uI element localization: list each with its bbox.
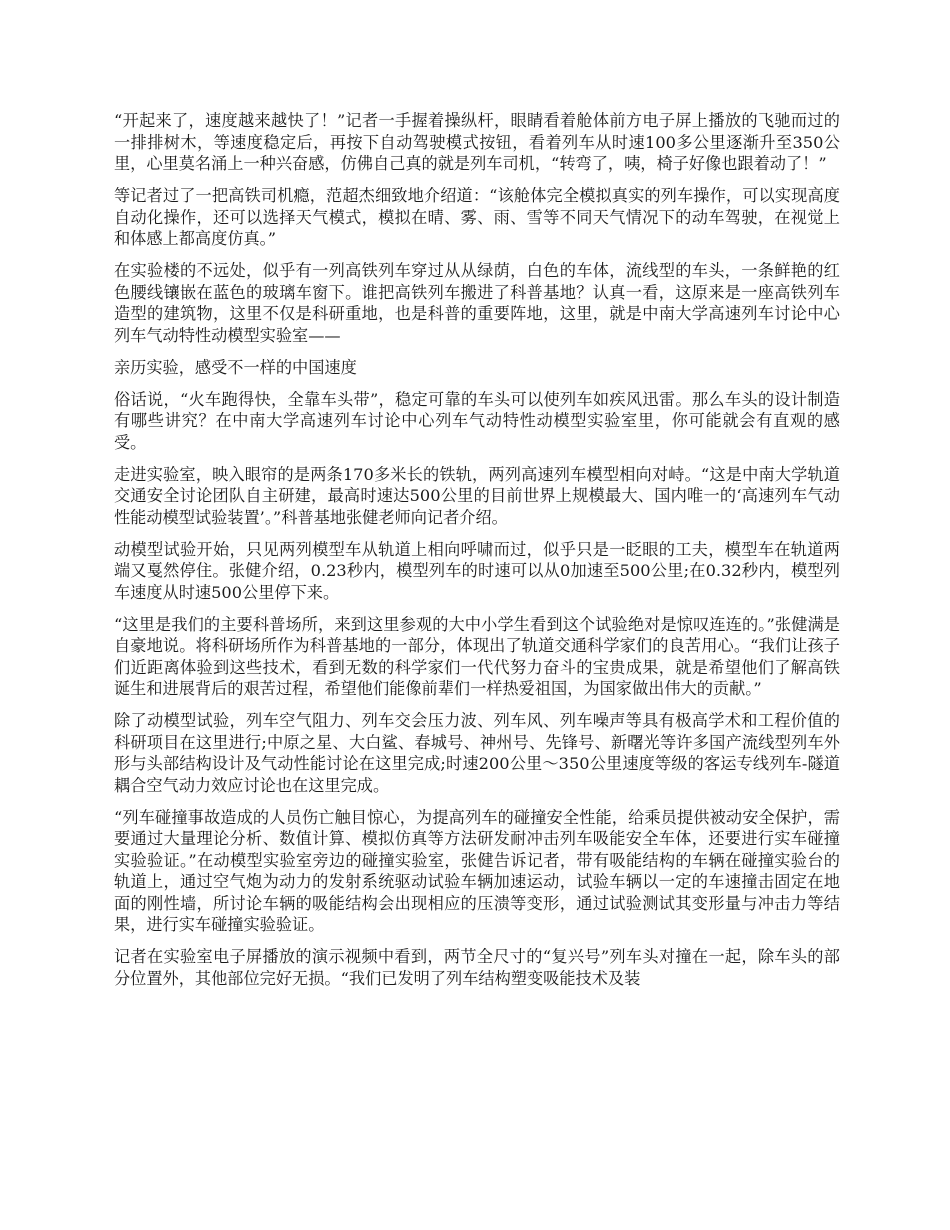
document-body [114,110,840,1000]
paragraph-7: “这里是我们的主要科普场所，来到这里参观的大中小学生看到这个试验绝对是惊叹连连的。”张健满是自豪地说。将科研场所作为科普基地的一部分，体现出了轨道交通科学家们的良苦用心。“我们让孩子们近距离体验到这些技术，看到无数的科学家们一代代努力奋斗的宝贵成果，就是希望他们了解高铁诞生和进展背后的艰苦过程，希望他们能像前辈们一样热爱祖国，为国家做出伟大的贡献。” [114,614,840,698]
paragraph-10: 记者在实验室电子屏播放的演示视频中看到，两节全尺寸的“复兴号”列车头对撞在一起，除车头的部分位置外，其他部位完好无损。“我们已发明了列车结构塑变吸能技术及装 [114,947,840,988]
paragraph-8: 除了动模型试验，列车空气阻力、列车交会压力波、列车风、列车噪声等具有极高学术和工程价值的科研项目在这里进行;中原之星、大白鲨、春城号、神州号、先锋号、新曙光等许多国产流线型列车外形与头部结构设计及气动性能讨论在这里完成;时速200公里～350公里速度等级的客运专线列车-隧道耦合空气动力效应讨论也在这里完成。 [114,711,840,795]
section-heading: 亲历实验，感受不一样的中国速度 [114,357,357,377]
paragraph-2: 等记者过了一把高铁司机瘾，范超杰细致地介绍道：“该舱体完全模拟真实的列车操作，可以实现高度自动化操作，还可以选择天气模式，模拟在晴、雾、雨、雪等不同天气情况下的动车驾驶，在视觉上和体感上都高度仿真。” [114,186,840,248]
paragraph-5: 走进实验室，映入眼帘的是两条170多米长的铁轨，两列高速列车模型相向对峙。“这是中南大学轨道交通安全讨论团队自主研建，最高时速达500公里的目前世界上规模最大、国内唯一的‘高速列车气动性能动模型试验装置’。”科普基地张健老师向记者介绍。 [114,464,840,527]
paragraph-1: “开起来了，速度越来越快了！”记者一手握着操纵杆，眼睛看着舱体前方电子屏上播放的飞驰而过的一排排树木，等速度稳定后，再按下自动驾驶模式按钮，看着列车从时速100多公里逐渐升至350公里，心里莫名涌上一种兴奋感，仿佛自己真的就是列车司机，“转弯了，咦，椅子好像也跟着动了！” [114,111,840,173]
paragraph-4: 俗话说，“火车跑得快，全靠车头带”，稳定可靠的车头可以使列车如疾风迅雷。那么车头的设计制造有哪些讲究？在中南大学高速列车讨论中心列车气动特性动模型实验室里，你可能就会有直观的感受。 [114,389,840,452]
paragraph-9: “列车碰撞事故造成的人员伤亡触目惊心，为提高列车的碰撞安全性能，给乘员提供被动安全保护，需要通过大量理论分析、数值计算、模拟仿真等方法研发耐冲击列车吸能安全车体，还要进行实车碰撞实验验证。”在动模型实验室旁边的碰撞实验室，张健告诉记者，带有吸能结构的车辆在碰撞实验台的轨道上，通过空气炮为动力的发射系统驱动试验车辆加速运动，试验车辆以一定的车速撞击固定在地面的刚性墙，所讨论车辆的吸能结构会出现相应的压溃等变形，通过试验测试其变形量与冲击力等结果，进行实车碰撞实验验证。 [114,807,840,934]
paragraph-3: 在实验楼的不远处，似乎有一列高铁列车穿过从从绿荫，白色的车体，流线型的车头，一条鲜艳的红色腰线镶嵌在蓝色的玻璃车窗下。谁把高铁列车搬进了科普基地？认真一看，这原来是一座高铁列车造型的建筑物，这里不仅是科研重地，也是科普的重要阵地，这里，就是中南大学高速列车讨论中心列车气动特性动模型实验室—— [114,261,840,345]
paragraph-6: 动模型试验开始，只见两列模型车从轨道上相向呼啸而过，似乎只是一眨眼的工夫，模型车在轨道两端又戛然停住。张健介绍，0.23秒内，模型列车的时速可以从0加速至500公里;在0.32秒内，模型列车速度从时速500公里停下来。 [114,539,840,602]
